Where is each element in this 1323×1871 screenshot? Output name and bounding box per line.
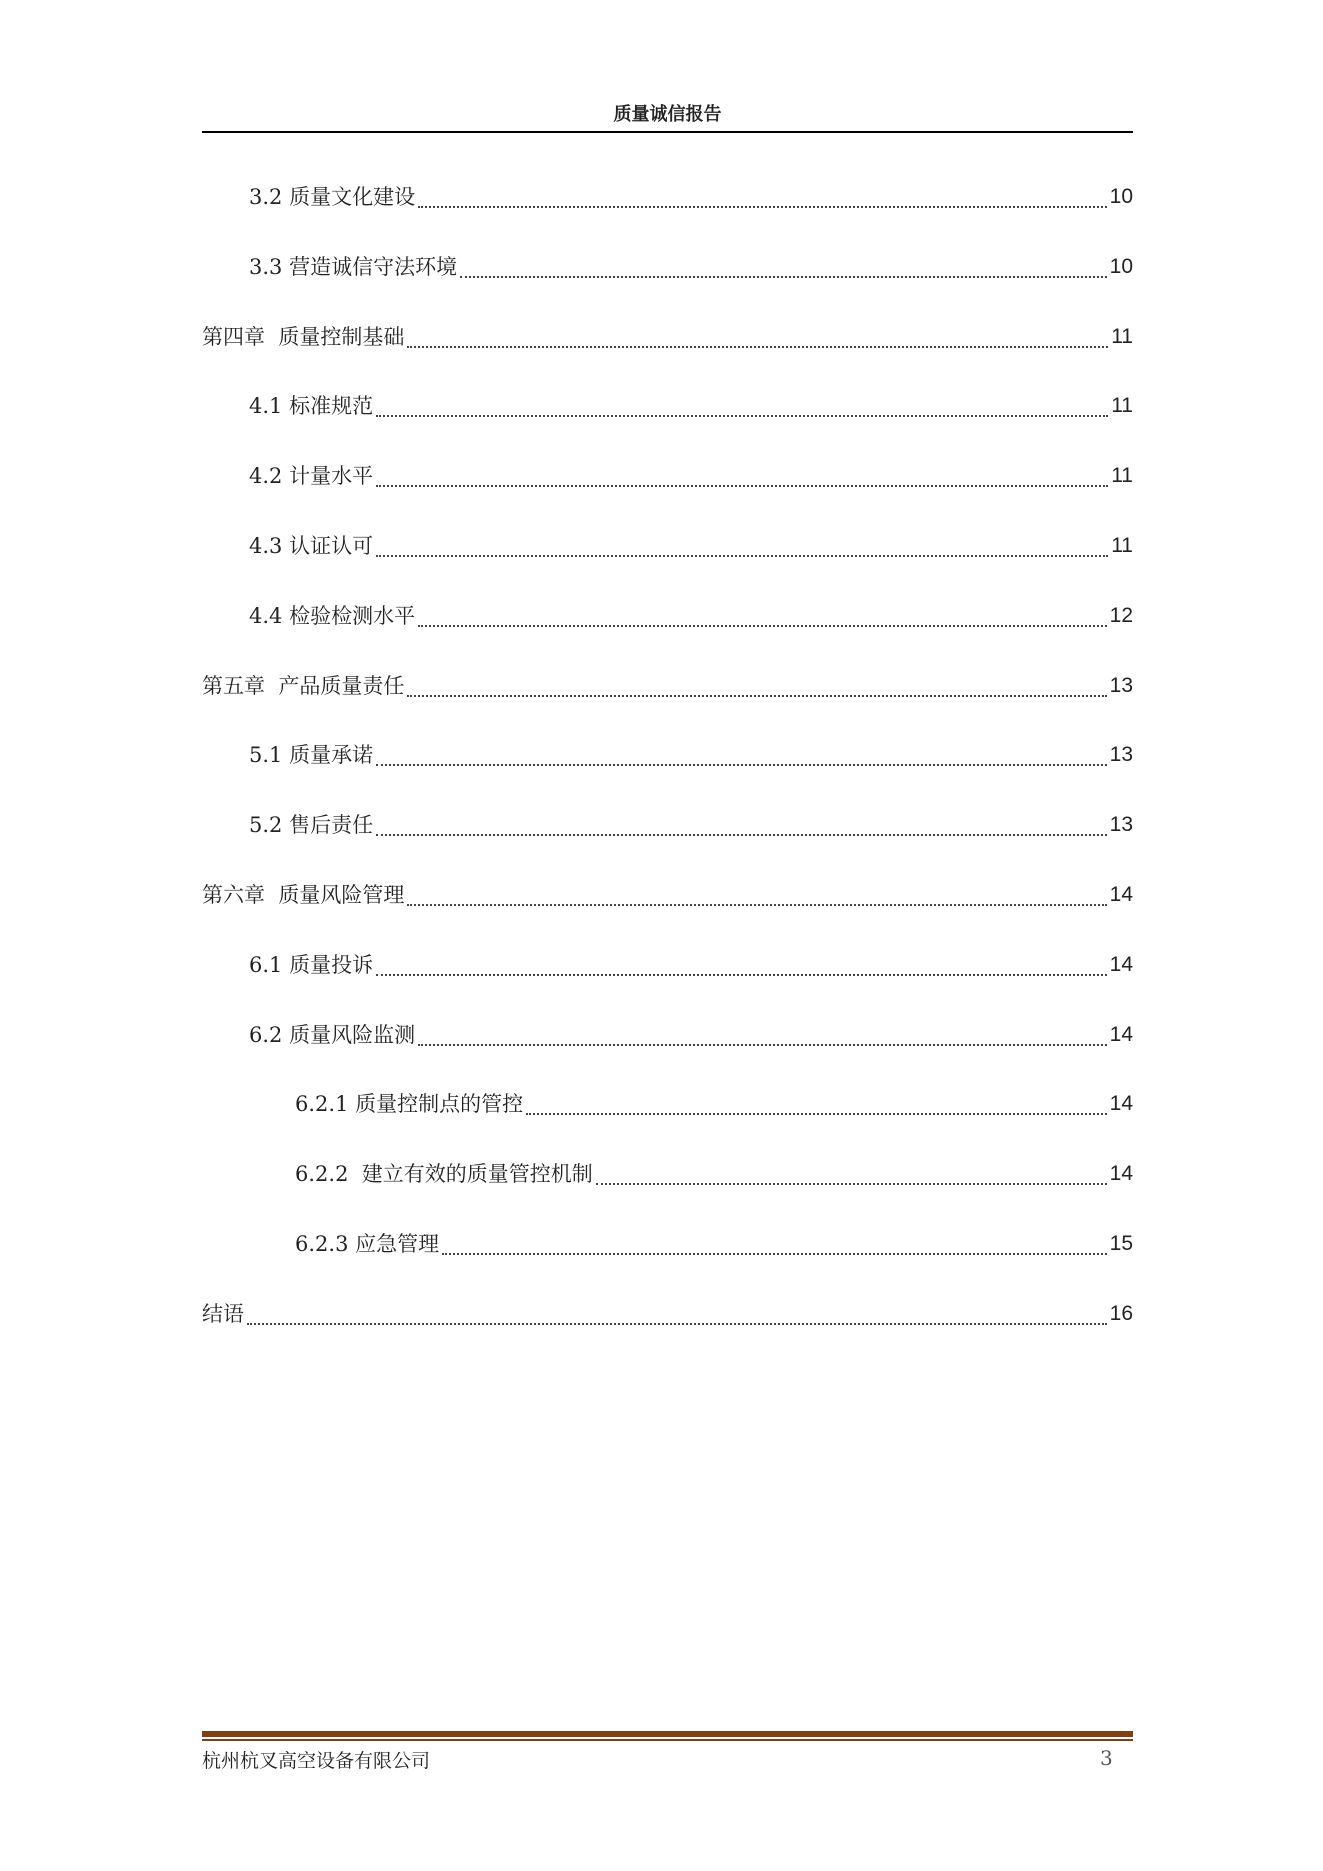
- toc-entry-page: 14: [1109, 1092, 1133, 1116]
- toc-entry-page: 15: [1109, 1231, 1133, 1255]
- toc-entry-page: 10: [1109, 185, 1133, 208]
- toc-entry-label: 5.2 售后责任: [249, 813, 374, 838]
- toc-leader-dots: [418, 1018, 1107, 1046]
- toc-entry[interactable]: [202, 1157, 1133, 1227]
- toc-entry-label: 6.2.3 应急管理: [295, 1231, 440, 1256]
- toc-entry-page: 10: [1109, 254, 1133, 278]
- toc-leader-dots: [376, 529, 1108, 557]
- toc-leader-dots: [442, 1227, 1107, 1255]
- toc-entry[interactable]: [202, 1227, 1133, 1297]
- footer-divider: [202, 1731, 1133, 1737]
- toc-leader-dots: [247, 1297, 1107, 1325]
- header-divider: [202, 131, 1133, 133]
- toc-leader-dots: [460, 250, 1107, 278]
- toc-entry-label: 4.4 检验检测水平: [249, 603, 416, 628]
- toc-leader-dots: [376, 459, 1108, 487]
- toc-entry[interactable]: [202, 669, 1133, 739]
- toc-leader-dots: [407, 320, 1108, 348]
- footer-divider-thin: [202, 1739, 1133, 1741]
- toc-entry-label: 5.1 质量承诺: [249, 743, 374, 768]
- toc-entry-page: 14: [1109, 952, 1133, 976]
- toc-entry[interactable]: [202, 250, 1133, 320]
- toc-entry[interactable]: [202, 529, 1133, 599]
- toc-entry[interactable]: [202, 1297, 1133, 1367]
- page-header-title: 质量诚信报告: [613, 104, 722, 125]
- toc-entry-page: 14: [1109, 1022, 1133, 1046]
- toc-entry[interactable]: [202, 738, 1133, 808]
- toc-entry[interactable]: [202, 878, 1133, 948]
- toc-entry[interactable]: [202, 320, 1133, 390]
- toc-leader-dots: [418, 599, 1107, 627]
- toc-leader-dots: [407, 878, 1106, 906]
- toc-entry[interactable]: [202, 808, 1133, 878]
- toc-entry-label: 3.2 质量文化建设: [249, 185, 416, 209]
- table-of-contents: [202, 180, 1133, 1367]
- footer-page-number: 3: [1100, 1746, 1113, 1770]
- toc-entry[interactable]: [202, 1018, 1133, 1088]
- toc-entry-label: 6.2.2 建立有效的质量管控机制: [295, 1162, 593, 1187]
- toc-entry-label: 第六章 质量风险管理: [202, 882, 405, 907]
- toc-entry-label: 3.3 营造诚信守法环境: [249, 254, 458, 279]
- toc-entry-label: 4.1 标准规范: [249, 394, 374, 419]
- toc-entry-page: 14: [1109, 882, 1133, 906]
- toc-leader-dots: [376, 808, 1107, 836]
- toc-entry-label: 第五章 产品质量责任: [202, 673, 405, 698]
- toc-entry-page: 11: [1111, 394, 1133, 418]
- toc-entry[interactable]: [202, 459, 1133, 529]
- toc-entry-page: 11: [1111, 324, 1133, 348]
- toc-entry[interactable]: [202, 180, 1133, 250]
- toc-entry-label: 6.2.1 质量控制点的管控: [295, 1092, 524, 1117]
- toc-entry-page: 13: [1109, 813, 1133, 837]
- toc-entry-label: 第四章 质量控制基础: [202, 324, 405, 349]
- toc-leader-dots: [418, 180, 1107, 208]
- toc-entry-page: 16: [1109, 1301, 1133, 1325]
- toc-entry[interactable]: [202, 389, 1133, 459]
- toc-entry-label: 4.3 认证认可: [249, 533, 374, 558]
- toc-leader-dots: [376, 389, 1108, 417]
- toc-entry-page: 12: [1109, 603, 1133, 627]
- toc-entry-label: 6.1 质量投诉: [249, 952, 374, 977]
- toc-entry-page: 13: [1109, 743, 1133, 767]
- toc-entry[interactable]: [202, 948, 1133, 1018]
- toc-leader-dots: [376, 738, 1107, 766]
- toc-leader-dots: [376, 948, 1107, 976]
- toc-entry-page: 11: [1111, 533, 1133, 557]
- toc-leader-dots: [407, 669, 1106, 697]
- toc-entry-label: 6.2 质量风险监测: [249, 1022, 416, 1047]
- toc-entry-label: 结语: [202, 1301, 244, 1326]
- toc-entry-page: 14: [1109, 1162, 1133, 1186]
- toc-leader-dots: [526, 1087, 1107, 1115]
- toc-entry[interactable]: [202, 1087, 1133, 1157]
- toc-entry-page: 13: [1109, 673, 1133, 697]
- footer-company: 杭州杭叉高空设备有限公司: [202, 1750, 431, 1772]
- toc-entry-page: 11: [1111, 464, 1133, 488]
- toc-entry[interactable]: [202, 599, 1133, 669]
- toc-entry-label: 4.2 计量水平: [249, 464, 374, 489]
- toc-leader-dots: [596, 1157, 1107, 1185]
